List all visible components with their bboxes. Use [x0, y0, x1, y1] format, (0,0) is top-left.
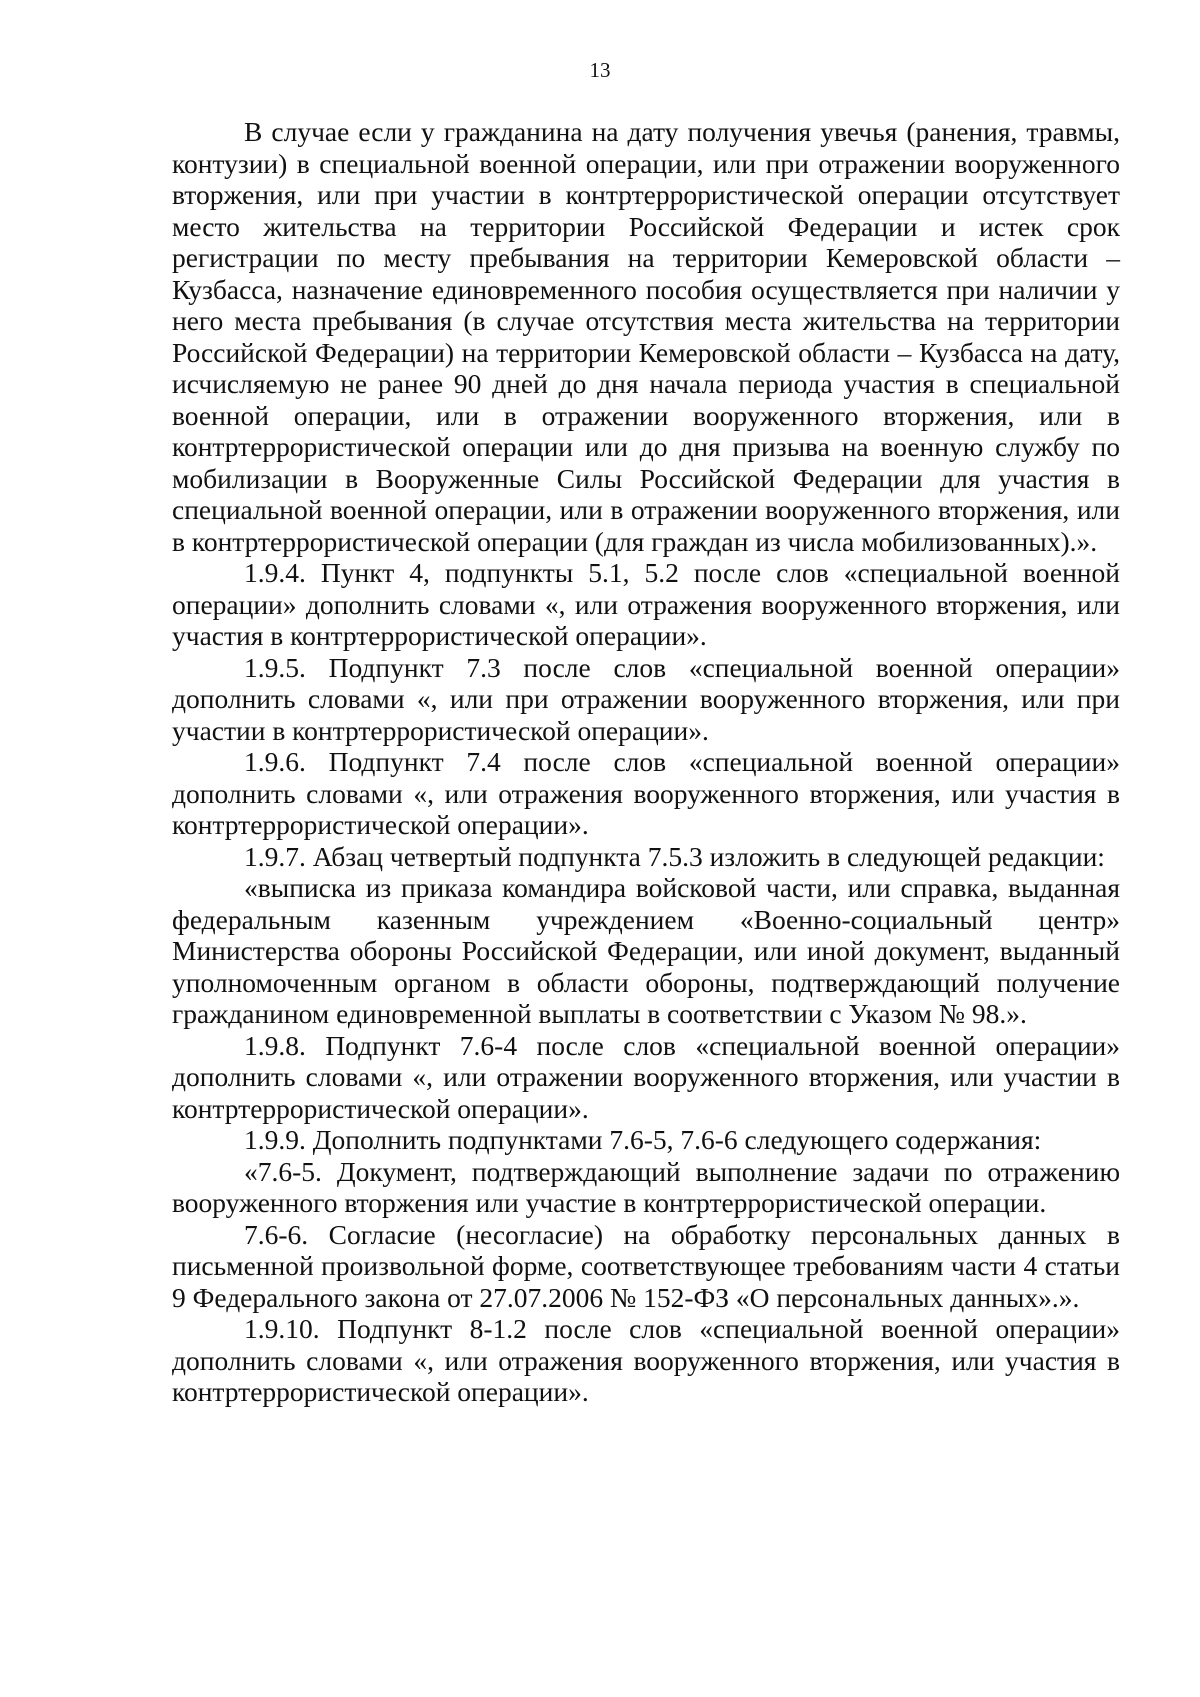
- paragraph-1-9-5: 1.9.5. Подпункт 7.3 после слов «специальной военной операции» дополнить словами «, или при отражении вооруженного вторжения, или при участии в контртеррористической операции».: [172, 651, 1120, 746]
- paragraph-7-6-6: 7.6-6. Согласие (несогласие) на обработку персональных данных в письменной произвольной форме, соответствующее требованиям части 4 статьи 9 Федерального закона от 27.07.2006 № 152-ФЗ «О персональных данных».».: [172, 1218, 1120, 1313]
- paragraph-1-9-4: 1.9.4. Пункт 4, подпункты 5.1, 5.2 после слов «специальной военной операции» дополнить словами «, или отражения вооруженного вторжения, или участия в контртеррористической операции».: [172, 557, 1120, 651]
- paragraph-1-9-8: 1.9.8. Подпункт 7.6-4 после слов «специальной военной операции» дополнить словами «, или отражении вооруженного вторжения, или участии в контртеррористической операции».: [172, 1029, 1120, 1124]
- paragraph-7-6-5: «7.6-5. Документ, подтверждающий выполнение задачи по отражению вооруженного вторжения или участие в контртеррористической операции.: [172, 1155, 1120, 1218]
- page-number: 13: [589, 58, 611, 82]
- paragraph-1-9-6: 1.9.6. Подпункт 7.4 после слов «специальной военной операции» дополнить словами «, или отражения вооруженного вторжения, или участия в контртеррористической операции».: [172, 746, 1120, 840]
- paragraph-1-9-9: 1.9.9. Дополнить подпунктами 7.6-5, 7.6-6 следующего содержания:: [244, 1124, 1042, 1155]
- paragraph-1-9-10: 1.9.10. Подпункт 8-1.2 после слов «специальной военной операции» дополнить словами «, или отражения вооруженного вторжения, или участия в контртеррористической операции».: [172, 1313, 1120, 1407]
- paragraph-1-9-7: 1.9.7. Абзац четвертый подпункта 7.5.3 изложить в следующей редакции:: [244, 840, 1105, 872]
- document-body: [172, 116, 1120, 1408]
- paragraph-residence-conditions: В случае если у гражданина на дату получения увечья (ранения, травмы, контузии) в специальной военной операции, или при отражении вооруженного вторжения, или при участии в контртеррористической операции отсутствует место жительства на территории Российской Федерации и истек срок регистрации по месту пребывания на территории Кемеровской области – Кузбасса, назначение единовременного пособия осуществляется при наличии у него места пребывания (в случае отсутствия места жительства на территории Российской Федерации) на территории Кемеровской области – Кузбасса на дату, исчисляемую не ранее 90 дней до дня начала периода участия в специальной военной операции, или в отражении вооруженного вторжения, или в контртеррористической операции или до дня призыва на военную службу по мобилизации в Вооруженные Силы Российской Федерации для участия в специальной военной операции, или в отражении вооруженного вторжения, или в контртеррористической операции (для граждан из числа мобилизованных).».: [172, 116, 1120, 557]
- paragraph-order-extract: «выписка из приказа командира войсковой части, или справка, выданная федеральным казенным учреждением «Военно-социальный центр» Министерства обороны Российской Федерации, или иной документ, выданный уполномоченным органом в области обороны, подтверждающий получение гражданином единовременной выплаты в соответствии с Указом № 98.».: [172, 872, 1120, 1029]
